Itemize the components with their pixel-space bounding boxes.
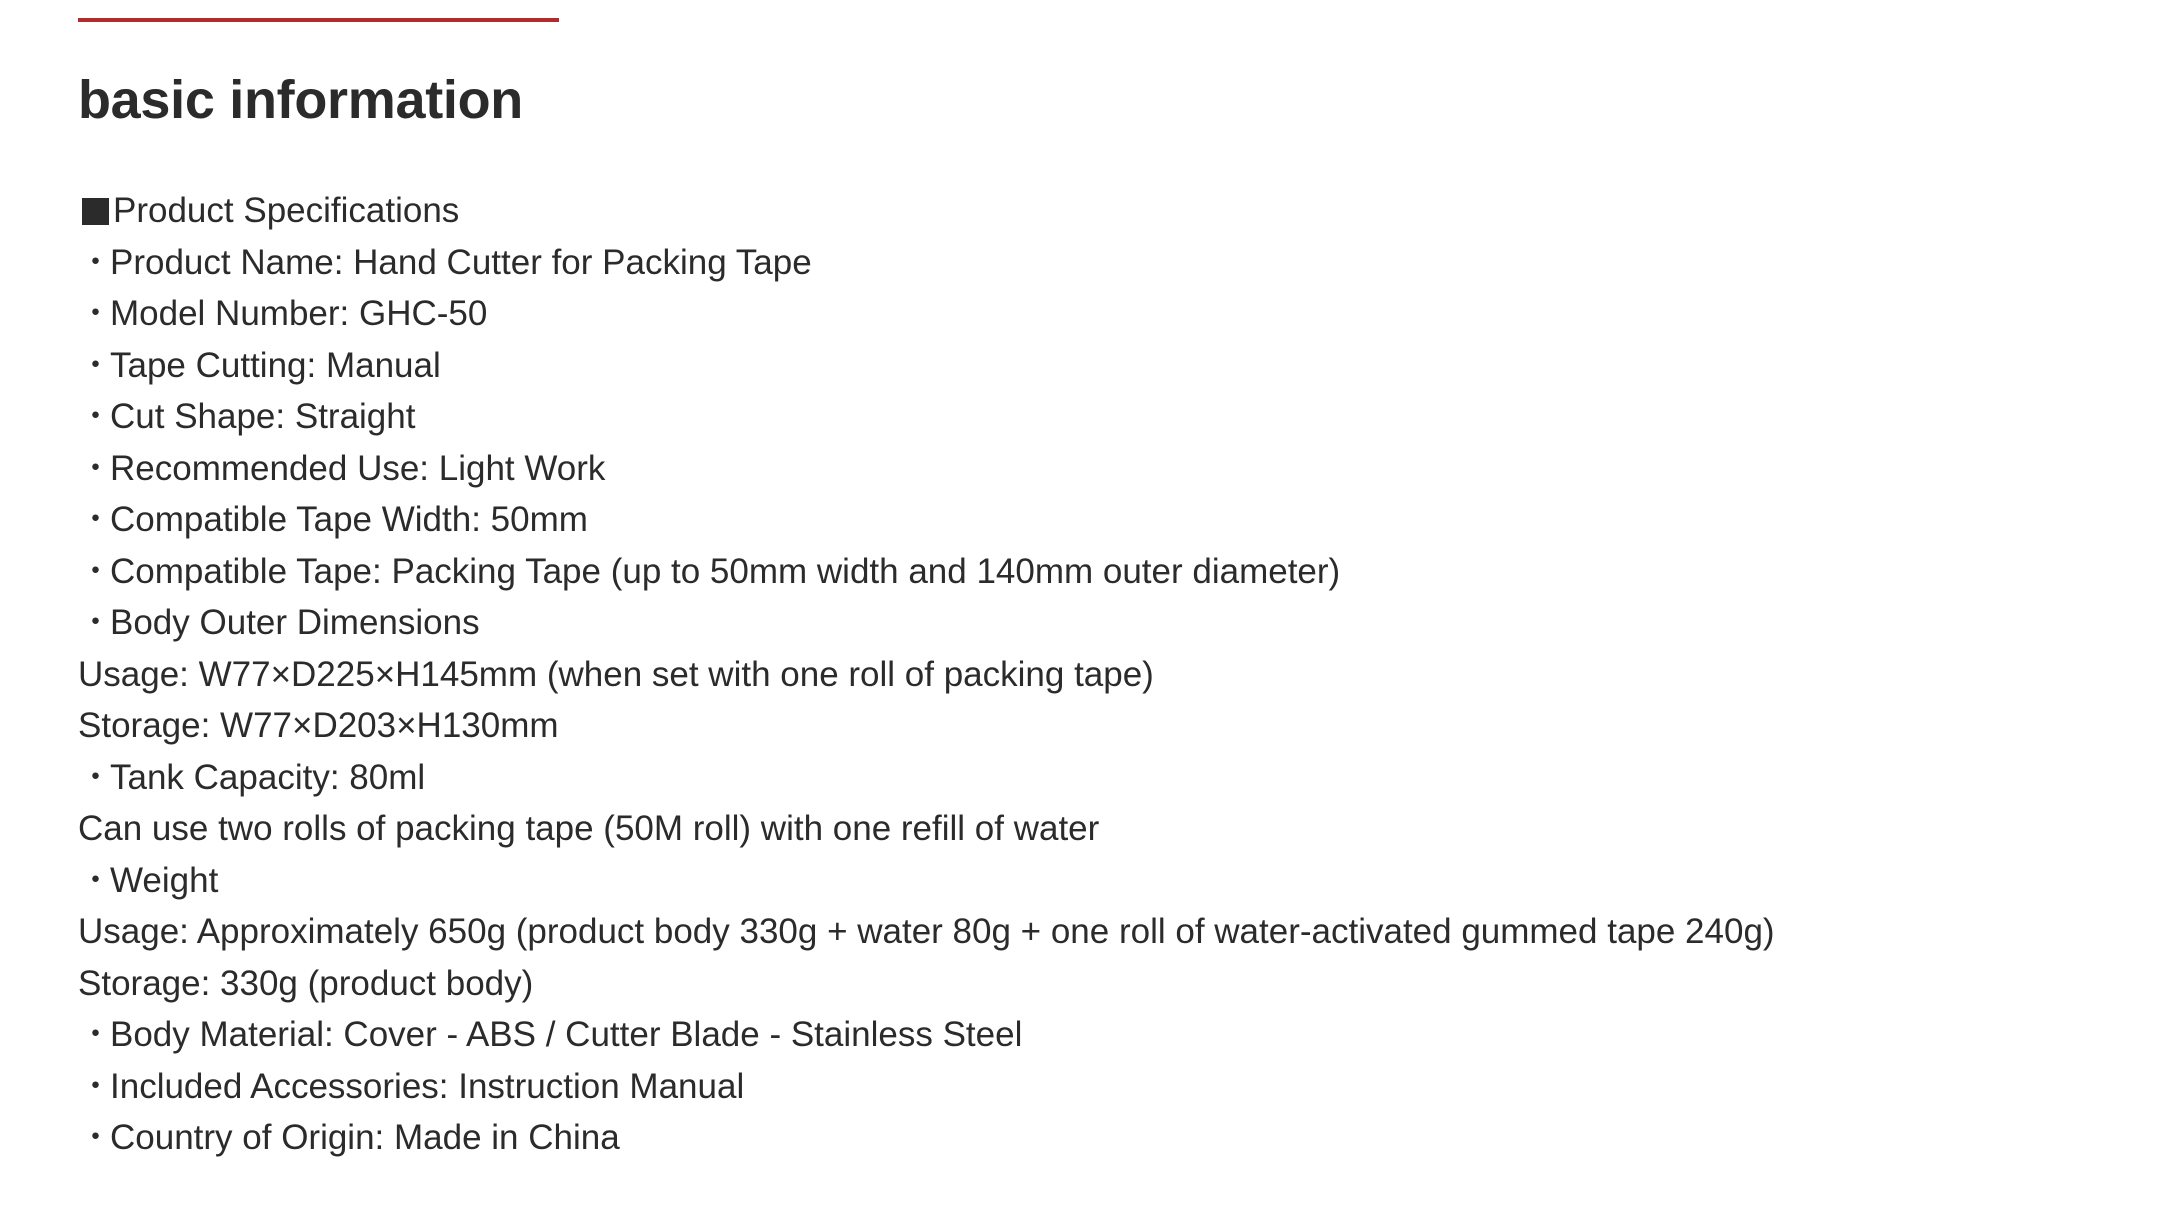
spec-dimensions-usage: Usage: W77×D225×H145mm (when set with one roll of packing tape) [78,654,1154,694]
spec-dimensions-storage: Storage: W77×D203×H130mm [78,706,559,745]
spec-weight: ・ Weight [78,855,1775,907]
spec-tank-capacity: ・ Tank Capacity: 80ml [78,752,1775,804]
spec-model-number: ・ Model Number: GHC-50 [78,288,1775,340]
spec-compatible-tape-width: ・ Compatible Tape Width: 50mm [78,494,1775,546]
spec-country-of-origin: ・ Country of Origin: Made in China [78,1112,1775,1164]
spec-cut-shape: ・ Cut Shape: Straight [78,391,1775,443]
spec-weight-storage: Storage: 330g (product body) [78,963,534,1003]
spec-heading: Product Specifications [78,185,1775,237]
spec-recommended-use: ・ Recommended Use: Light Work [78,443,1775,495]
spec-compatible-tape: ・ Compatible Tape: Packing Tape (up to 50mm width and 140mm outer diameter) [78,546,1775,598]
section-accent-divider [78,18,559,22]
spec-tape-cutting: ・ Tape Cutting: Manual [78,340,1775,392]
spec-body-material: ・ Body Material: Cover - ABS / Cutter Blade - Stainless Steel [78,1009,1775,1061]
spec-product-name: ・ Product Name: Hand Cutter for Packing Tape [78,237,1775,289]
section-title: basic information [78,70,523,130]
spec-body-outer-dimensions: ・ Body Outer Dimensions [78,597,1775,649]
spec-included-accessories: ・ Included Accessories: Instruction Manual [78,1061,1775,1113]
spec-weight-usage: Usage: Approximately 650g (product body 330g + water 80g + one roll of water-activated gummed tape 240g) [78,912,1775,951]
spec-tank-capacity-note: Can use two rolls of packing tape (50M roll) with one refill of water [78,809,1100,848]
product-specifications-list [78,185,1775,1164]
